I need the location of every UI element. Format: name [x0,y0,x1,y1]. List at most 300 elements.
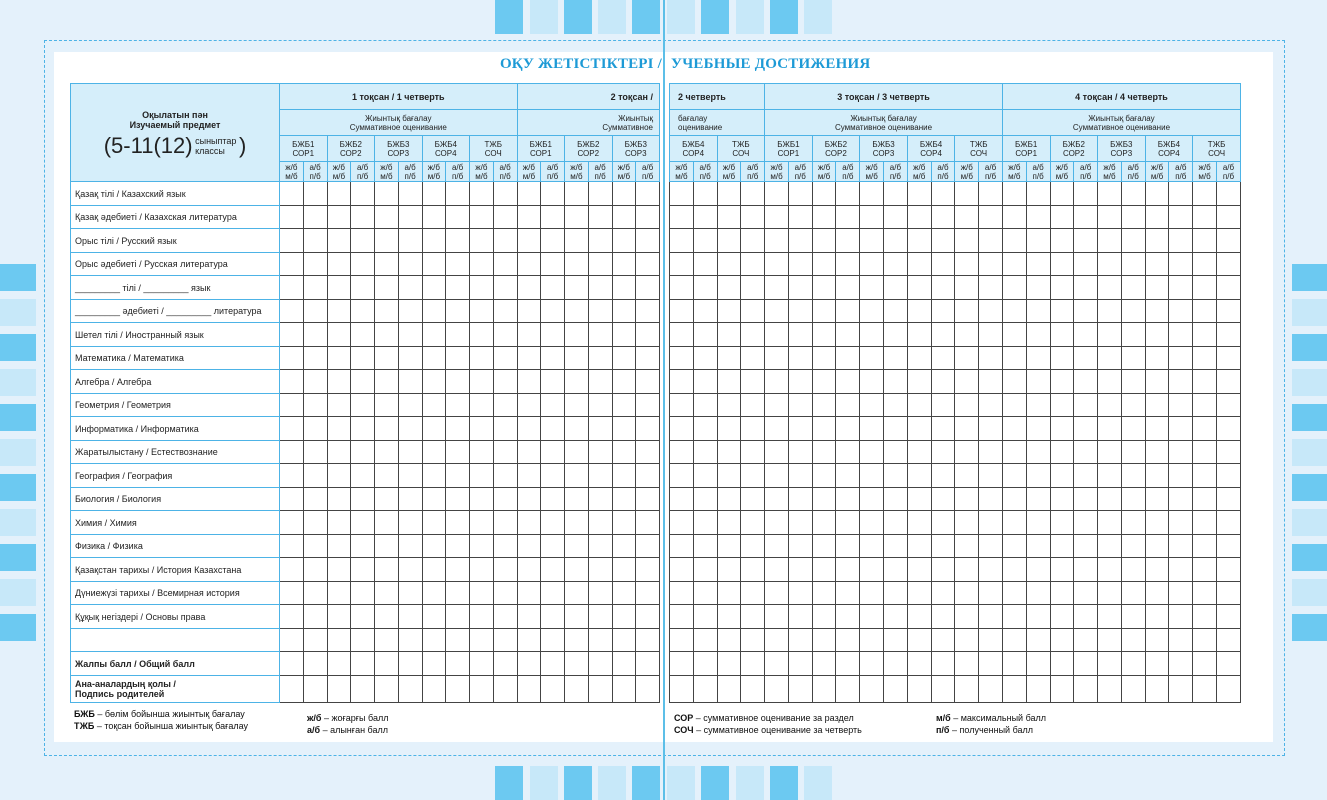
grade-cell[interactable] [860,511,884,535]
grade-cell[interactable] [565,229,589,253]
grade-cell[interactable] [303,605,327,629]
signature-cell[interactable] [836,675,860,702]
grade-cell[interactable] [1169,252,1193,276]
grade-cell[interactable] [375,417,399,441]
grade-cell[interactable] [1002,205,1026,229]
grade-cell[interactable] [565,182,589,206]
grade-cell[interactable] [636,276,660,300]
grade-cell[interactable] [1193,558,1217,582]
grade-cell[interactable] [398,229,422,253]
grade-cell[interactable] [636,205,660,229]
grade-cell[interactable] [1026,558,1050,582]
grade-cell[interactable] [565,511,589,535]
grade-cell[interactable] [422,464,446,488]
grade-cell[interactable] [636,440,660,464]
grade-cell[interactable] [1121,299,1145,323]
grade-cell[interactable] [1074,252,1098,276]
grade-cell[interactable] [693,511,717,535]
grade-cell[interactable] [1216,628,1240,652]
grade-cell[interactable] [1121,393,1145,417]
grade-cell[interactable] [884,534,908,558]
grade-cell[interactable] [493,229,517,253]
grade-cell[interactable] [788,511,812,535]
total-cell[interactable] [670,652,694,675]
grade-cell[interactable] [765,417,789,441]
grade-cell[interactable] [446,440,470,464]
grade-cell[interactable] [375,511,399,535]
grade-cell[interactable] [1145,511,1169,535]
grade-cell[interactable] [693,440,717,464]
grade-cell[interactable] [1026,393,1050,417]
grade-cell[interactable] [398,605,422,629]
grade-cell[interactable] [422,393,446,417]
grade-cell[interactable] [979,581,1003,605]
grade-cell[interactable] [1169,511,1193,535]
grade-cell[interactable] [670,323,694,347]
grade-cell[interactable] [612,628,636,652]
grade-cell[interactable] [470,581,494,605]
grade-cell[interactable] [446,417,470,441]
grade-cell[interactable] [375,487,399,511]
grade-cell[interactable] [1050,252,1074,276]
grade-cell[interactable] [1216,276,1240,300]
grade-cell[interactable] [375,393,399,417]
grade-cell[interactable] [1074,182,1098,206]
grade-cell[interactable] [1121,346,1145,370]
grade-cell[interactable] [446,511,470,535]
grade-cell[interactable] [612,487,636,511]
grade-cell[interactable] [470,346,494,370]
grade-cell[interactable] [351,370,375,394]
grade-cell[interactable] [422,487,446,511]
total-cell[interactable] [612,652,636,675]
grade-cell[interactable] [398,323,422,347]
signature-cell[interactable] [931,675,955,702]
grade-cell[interactable] [375,464,399,488]
grade-cell[interactable] [979,182,1003,206]
grade-cell[interactable] [612,558,636,582]
grade-cell[interactable] [1098,182,1122,206]
grade-cell[interactable] [765,605,789,629]
grade-cell[interactable] [1216,299,1240,323]
total-cell[interactable] [280,652,304,675]
grade-cell[interactable] [1074,276,1098,300]
grade-cell[interactable] [1026,464,1050,488]
grade-cell[interactable] [860,464,884,488]
grade-cell[interactable] [812,605,836,629]
grade-cell[interactable] [670,628,694,652]
grade-cell[interactable] [446,276,470,300]
grade-cell[interactable] [1193,628,1217,652]
signature-cell[interactable] [741,675,765,702]
grade-cell[interactable] [1098,370,1122,394]
grade-cell[interactable] [1145,205,1169,229]
total-cell[interactable] [931,652,955,675]
grade-cell[interactable] [1169,205,1193,229]
grade-cell[interactable] [493,182,517,206]
grade-cell[interactable] [1002,628,1026,652]
grade-cell[interactable] [765,487,789,511]
signature-cell[interactable] [884,675,908,702]
grade-cell[interactable] [612,511,636,535]
grade-cell[interactable] [860,205,884,229]
grade-cell[interactable] [351,605,375,629]
grade-cell[interactable] [931,229,955,253]
signature-cell[interactable] [788,675,812,702]
grade-cell[interactable] [541,229,565,253]
grade-cell[interactable] [398,440,422,464]
grade-cell[interactable] [612,229,636,253]
grade-cell[interactable] [717,417,741,441]
grade-cell[interactable] [1050,440,1074,464]
signature-cell[interactable] [955,675,979,702]
grade-cell[interactable] [588,440,612,464]
grade-cell[interactable] [955,370,979,394]
total-cell[interactable] [1169,652,1193,675]
total-cell[interactable] [1098,652,1122,675]
grade-cell[interactable] [955,487,979,511]
grade-cell[interactable] [280,393,304,417]
grade-cell[interactable] [1050,205,1074,229]
grade-cell[interactable] [588,628,612,652]
grade-cell[interactable] [303,346,327,370]
grade-cell[interactable] [1216,511,1240,535]
grade-cell[interactable] [693,558,717,582]
grade-cell[interactable] [931,581,955,605]
grade-cell[interactable] [1169,346,1193,370]
grade-cell[interactable] [303,182,327,206]
grade-cell[interactable] [541,511,565,535]
grade-cell[interactable] [1098,464,1122,488]
grade-cell[interactable] [1098,346,1122,370]
grade-cell[interactable] [422,252,446,276]
grade-cell[interactable] [670,205,694,229]
grade-cell[interactable] [280,487,304,511]
signature-cell[interactable] [636,675,660,702]
signature-cell[interactable] [860,675,884,702]
grade-cell[interactable] [907,534,931,558]
grade-cell[interactable] [931,346,955,370]
grade-cell[interactable] [398,299,422,323]
grade-cell[interactable] [517,276,541,300]
grade-cell[interactable] [398,487,422,511]
grade-cell[interactable] [588,558,612,582]
grade-cell[interactable] [398,182,422,206]
grade-cell[interactable] [741,205,765,229]
grade-cell[interactable] [493,534,517,558]
grade-cell[interactable] [717,628,741,652]
grade-cell[interactable] [446,346,470,370]
grade-cell[interactable] [280,276,304,300]
grade-cell[interactable] [955,229,979,253]
grade-cell[interactable] [1121,534,1145,558]
grade-cell[interactable] [398,346,422,370]
grade-cell[interactable] [765,581,789,605]
grade-cell[interactable] [788,534,812,558]
grade-cell[interactable] [588,511,612,535]
grade-cell[interactable] [446,558,470,582]
grade-cell[interactable] [1193,417,1217,441]
grade-cell[interactable] [1002,605,1026,629]
grade-cell[interactable] [446,534,470,558]
grade-cell[interactable] [422,628,446,652]
grade-cell[interactable] [565,440,589,464]
grade-cell[interactable] [517,440,541,464]
grade-cell[interactable] [1216,440,1240,464]
signature-cell[interactable] [280,675,304,702]
grade-cell[interactable] [375,276,399,300]
grade-cell[interactable] [565,417,589,441]
grade-cell[interactable] [1026,205,1050,229]
grade-cell[interactable] [741,299,765,323]
grade-cell[interactable] [303,370,327,394]
grade-cell[interactable] [1098,393,1122,417]
grade-cell[interactable] [836,182,860,206]
grade-cell[interactable] [446,628,470,652]
grade-cell[interactable] [541,182,565,206]
grade-cell[interactable] [636,417,660,441]
grade-cell[interactable] [1002,393,1026,417]
grade-cell[interactable] [398,276,422,300]
grade-cell[interactable] [517,581,541,605]
grade-cell[interactable] [1002,558,1026,582]
grade-cell[interactable] [884,346,908,370]
grade-cell[interactable] [836,346,860,370]
grade-cell[interactable] [351,229,375,253]
grade-cell[interactable] [979,346,1003,370]
grade-cell[interactable] [303,487,327,511]
grade-cell[interactable] [493,252,517,276]
grade-cell[interactable] [1121,205,1145,229]
grade-cell[interactable] [565,370,589,394]
grade-cell[interactable] [636,323,660,347]
grade-cell[interactable] [765,628,789,652]
grade-cell[interactable] [1145,417,1169,441]
grade-cell[interactable] [565,605,589,629]
grade-cell[interactable] [693,182,717,206]
grade-cell[interactable] [612,346,636,370]
grade-cell[interactable] [931,487,955,511]
grade-cell[interactable] [470,205,494,229]
grade-cell[interactable] [979,558,1003,582]
grade-cell[interactable] [470,323,494,347]
grade-cell[interactable] [1050,393,1074,417]
grade-cell[interactable] [1193,440,1217,464]
signature-cell[interactable] [670,675,694,702]
grade-cell[interactable] [303,417,327,441]
grade-cell[interactable] [327,558,351,582]
grade-cell[interactable] [588,605,612,629]
grade-cell[interactable] [280,299,304,323]
grade-cell[interactable] [1050,558,1074,582]
grade-cell[interactable] [1098,440,1122,464]
grade-cell[interactable] [1193,205,1217,229]
grade-cell[interactable] [1169,487,1193,511]
total-cell[interactable] [565,652,589,675]
grade-cell[interactable] [955,440,979,464]
grade-cell[interactable] [1145,487,1169,511]
grade-cell[interactable] [907,182,931,206]
signature-cell[interactable] [717,675,741,702]
total-cell[interactable] [327,652,351,675]
grade-cell[interactable] [517,605,541,629]
grade-cell[interactable] [375,558,399,582]
grade-cell[interactable] [955,628,979,652]
grade-cell[interactable] [493,417,517,441]
grade-cell[interactable] [693,464,717,488]
grade-cell[interactable] [812,299,836,323]
grade-cell[interactable] [836,605,860,629]
grade-cell[interactable] [741,182,765,206]
grade-cell[interactable] [327,581,351,605]
grade-cell[interactable] [693,370,717,394]
grade-cell[interactable] [565,464,589,488]
grade-cell[interactable] [422,205,446,229]
grade-cell[interactable] [693,299,717,323]
grade-cell[interactable] [493,558,517,582]
grade-cell[interactable] [470,440,494,464]
grade-cell[interactable] [931,205,955,229]
grade-cell[interactable] [884,417,908,441]
grade-cell[interactable] [327,417,351,441]
grade-cell[interactable] [1074,558,1098,582]
total-cell[interactable] [1026,652,1050,675]
grade-cell[interactable] [493,511,517,535]
grade-cell[interactable] [1050,182,1074,206]
grade-cell[interactable] [280,346,304,370]
grade-cell[interactable] [1050,487,1074,511]
grade-cell[interactable] [636,229,660,253]
grade-cell[interactable] [717,323,741,347]
grade-cell[interactable] [1026,605,1050,629]
grade-cell[interactable] [351,511,375,535]
grade-cell[interactable] [812,346,836,370]
grade-cell[interactable] [517,534,541,558]
grade-cell[interactable] [907,370,931,394]
grade-cell[interactable] [765,393,789,417]
grade-cell[interactable] [1002,229,1026,253]
grade-cell[interactable] [860,440,884,464]
grade-cell[interactable] [280,252,304,276]
grade-cell[interactable] [836,370,860,394]
grade-cell[interactable] [588,370,612,394]
grade-cell[interactable] [1026,276,1050,300]
grade-cell[interactable] [812,628,836,652]
grade-cell[interactable] [327,252,351,276]
grade-cell[interactable] [280,464,304,488]
grade-cell[interactable] [398,252,422,276]
signature-cell[interactable] [693,675,717,702]
grade-cell[interactable] [636,534,660,558]
grade-cell[interactable] [812,370,836,394]
grade-cell[interactable] [565,323,589,347]
grade-cell[interactable] [1098,205,1122,229]
grade-cell[interactable] [470,534,494,558]
grade-cell[interactable] [422,182,446,206]
grade-cell[interactable] [788,299,812,323]
grade-cell[interactable] [1169,440,1193,464]
grade-cell[interactable] [812,581,836,605]
total-cell[interactable] [541,652,565,675]
grade-cell[interactable] [303,511,327,535]
grade-cell[interactable] [351,417,375,441]
grade-cell[interactable] [280,440,304,464]
grade-cell[interactable] [1050,581,1074,605]
grade-cell[interactable] [517,417,541,441]
grade-cell[interactable] [907,346,931,370]
grade-cell[interactable] [1193,511,1217,535]
grade-cell[interactable] [588,323,612,347]
grade-cell[interactable] [588,346,612,370]
grade-cell[interactable] [693,534,717,558]
grade-cell[interactable] [1050,628,1074,652]
grade-cell[interactable] [446,393,470,417]
grade-cell[interactable] [375,346,399,370]
total-cell[interactable] [955,652,979,675]
grade-cell[interactable] [979,205,1003,229]
grade-cell[interactable] [765,464,789,488]
grade-cell[interactable] [836,464,860,488]
grade-cell[interactable] [717,370,741,394]
signature-cell[interactable] [493,675,517,702]
grade-cell[interactable] [422,276,446,300]
grade-cell[interactable] [860,252,884,276]
grade-cell[interactable] [741,417,765,441]
grade-cell[interactable] [1216,487,1240,511]
grade-cell[interactable] [1026,440,1050,464]
grade-cell[interactable] [670,605,694,629]
grade-cell[interactable] [979,605,1003,629]
grade-cell[interactable] [1145,370,1169,394]
grade-cell[interactable] [470,182,494,206]
grade-cell[interactable] [884,252,908,276]
grade-cell[interactable] [280,370,304,394]
grade-cell[interactable] [1121,417,1145,441]
grade-cell[interactable] [280,558,304,582]
grade-cell[interactable] [955,252,979,276]
grade-cell[interactable] [860,229,884,253]
grade-cell[interactable] [765,558,789,582]
grade-cell[interactable] [788,628,812,652]
grade-cell[interactable] [351,487,375,511]
grade-cell[interactable] [280,323,304,347]
grade-cell[interactable] [565,205,589,229]
grade-cell[interactable] [670,393,694,417]
grade-cell[interactable] [788,346,812,370]
grade-cell[interactable] [788,276,812,300]
grade-cell[interactable] [446,581,470,605]
grade-cell[interactable] [1074,205,1098,229]
grade-cell[interactable] [765,229,789,253]
grade-cell[interactable] [1050,370,1074,394]
grade-cell[interactable] [1121,605,1145,629]
grade-cell[interactable] [884,581,908,605]
grade-cell[interactable] [1121,276,1145,300]
grade-cell[interactable] [1050,605,1074,629]
grade-cell[interactable] [422,440,446,464]
grade-cell[interactable] [1121,558,1145,582]
grade-cell[interactable] [741,252,765,276]
grade-cell[interactable] [860,276,884,300]
grade-cell[interactable] [955,511,979,535]
signature-cell[interactable] [588,675,612,702]
grade-cell[interactable] [812,229,836,253]
grade-cell[interactable] [717,511,741,535]
grade-cell[interactable] [1026,581,1050,605]
grade-cell[interactable] [884,393,908,417]
grade-cell[interactable] [979,511,1003,535]
grade-cell[interactable] [517,299,541,323]
